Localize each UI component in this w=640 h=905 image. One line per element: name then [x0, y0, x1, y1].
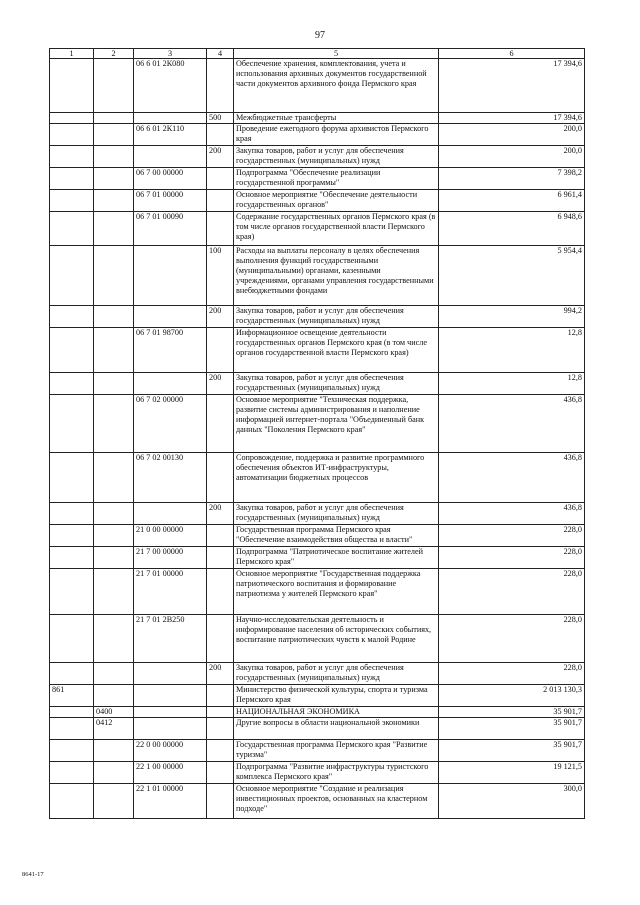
cell-amount: 5 954,4 [439, 246, 585, 306]
cell-admin-code [50, 168, 94, 190]
cell-admin-code [50, 212, 94, 246]
cell-section-code [94, 453, 134, 503]
cell-amount: 35 901,7 [439, 707, 585, 718]
cell-description: Сопровождение, поддержка и развитие программного обеспечения объектов ИТ-инфраструктуры, автоматизации бюджетных процессов [234, 453, 439, 503]
cell-expense-type: 200 [207, 373, 234, 395]
cell-section-code [94, 190, 134, 212]
cell-description: Основное мероприятие "Обеспечение деятельности государственных органов" [234, 190, 439, 212]
cell-target-article: 06 7 01 00090 [134, 212, 207, 246]
cell-amount: 200,0 [439, 146, 585, 168]
table-row [50, 212, 585, 246]
cell-description: Подпрограмма "Патриотическое воспитание жителей Пермского края" [234, 547, 439, 569]
table-row [50, 168, 585, 190]
cell-expense-type: 100 [207, 246, 234, 306]
cell-section-code [94, 328, 134, 373]
cell-admin-code [50, 525, 94, 547]
cell-amount: 12,8 [439, 373, 585, 395]
cell-section-code: 0412 [94, 718, 134, 740]
cell-amount: 17 394,6 [439, 59, 585, 113]
cell-target-article: 06 6 01 2К080 [134, 59, 207, 113]
cell-section-code [94, 146, 134, 168]
cell-section-code [94, 395, 134, 453]
cell-expense-type [207, 615, 234, 663]
table-row [50, 306, 585, 328]
cell-admin-code [50, 503, 94, 525]
cell-expense-type [207, 328, 234, 373]
cell-description: Другие вопросы в области национальной экономики [234, 718, 439, 740]
cell-expense-type [207, 212, 234, 246]
cell-description: Закупка товаров, работ и услуг для обеспечения государственных (муниципальных) нужд [234, 373, 439, 395]
table-row [50, 707, 585, 718]
cell-target-article: 22 0 00 00000 [134, 740, 207, 762]
table-row [50, 59, 585, 113]
cell-target-article: 21 7 00 00000 [134, 547, 207, 569]
cell-description: Информационное освещение деятельности государственных органов Пермского края (в том числе органов государственной власти Пермского края) [234, 328, 439, 373]
cell-expense-type [207, 59, 234, 113]
cell-section-code [94, 168, 134, 190]
cell-admin-code: 861 [50, 685, 94, 707]
cell-target-article: 06 7 02 00000 [134, 395, 207, 453]
cell-description: Межбюджетные трансферты [234, 113, 439, 124]
cell-description: Основное мероприятие "Создание и реализация инвестиционных проектов, основанных на кластерном подходе" [234, 784, 439, 819]
cell-target-article [134, 113, 207, 124]
cell-target-article [134, 663, 207, 685]
cell-expense-type [207, 525, 234, 547]
cell-description: Расходы на выплаты персоналу в целях обеспечения выполнения функций государственными (муниципальными) органами, казенными учреждениями, органами управления государственными внебюджетными фондами [234, 246, 439, 306]
table-row [50, 718, 585, 740]
cell-target-article: 21 0 00 00000 [134, 525, 207, 547]
cell-section-code [94, 615, 134, 663]
cell-amount: 7 398,2 [439, 168, 585, 190]
cell-amount: 17 394,6 [439, 113, 585, 124]
cell-description: Министерство физической культуры, спорта и туризма Пермского края [234, 685, 439, 707]
cell-admin-code [50, 762, 94, 784]
cell-expense-type: 200 [207, 663, 234, 685]
table-row [50, 615, 585, 663]
cell-admin-code [50, 190, 94, 212]
table-row [50, 525, 585, 547]
cell-section-code [94, 246, 134, 306]
table-row [50, 784, 585, 819]
cell-target-article [134, 306, 207, 328]
cell-target-article [134, 146, 207, 168]
table-row [50, 685, 585, 707]
cell-description: Проведение ежегодного форума архивистов Пермского края [234, 124, 439, 146]
table-row [50, 190, 585, 212]
cell-section-code [94, 663, 134, 685]
table-row [50, 663, 585, 685]
table-row [50, 547, 585, 569]
cell-expense-type [207, 547, 234, 569]
table-row [50, 453, 585, 503]
cell-section-code: 0400 [94, 707, 134, 718]
cell-section-code [94, 212, 134, 246]
cell-amount: 994,2 [439, 306, 585, 328]
table-row [50, 328, 585, 373]
cell-expense-type: 200 [207, 306, 234, 328]
cell-description: Государственная программа Пермского края "Развитие туризма" [234, 740, 439, 762]
cell-section-code [94, 740, 134, 762]
cell-expense-type [207, 762, 234, 784]
cell-amount: 6 948,6 [439, 212, 585, 246]
cell-admin-code [50, 547, 94, 569]
cell-expense-type [207, 190, 234, 212]
cell-description: Закупка товаров, работ и услуг для обеспечения государственных (муниципальных) нужд [234, 663, 439, 685]
table-header-row [50, 49, 585, 59]
cell-section-code [94, 373, 134, 395]
cell-admin-code [50, 615, 94, 663]
cell-section-code [94, 306, 134, 328]
cell-description: Подпрограмма "Обеспечение реализации государственной программы" [234, 168, 439, 190]
cell-target-article [134, 718, 207, 740]
page-number: 97 [315, 30, 325, 41]
cell-amount: 35 901,7 [439, 718, 585, 740]
cell-description: Закупка товаров, работ и услуг для обеспечения государственных (муниципальных) нужд [234, 146, 439, 168]
cell-expense-type [207, 685, 234, 707]
table-row [50, 762, 585, 784]
cell-amount: 300,0 [439, 784, 585, 819]
cell-admin-code [50, 740, 94, 762]
cell-expense-type [207, 453, 234, 503]
header-col-1: 1 [50, 49, 94, 59]
table-row [50, 740, 585, 762]
cell-amount: 228,0 [439, 569, 585, 615]
cell-expense-type [207, 569, 234, 615]
header-col-5: 5 [234, 49, 439, 59]
cell-target-article [134, 685, 207, 707]
cell-section-code [94, 547, 134, 569]
cell-section-code [94, 569, 134, 615]
cell-expense-type [207, 395, 234, 453]
cell-amount: 436,8 [439, 503, 585, 525]
cell-amount: 436,8 [439, 395, 585, 453]
cell-amount: 35 901,7 [439, 740, 585, 762]
cell-amount: 228,0 [439, 547, 585, 569]
cell-description: Основное мероприятие "Техническая поддержка, развитие системы администрирования и наполнение информацией интернет-портала "Объединенный банк данных "Поколения Пермского края" [234, 395, 439, 453]
cell-admin-code [50, 569, 94, 615]
cell-amount: 12,8 [439, 328, 585, 373]
cell-admin-code [50, 718, 94, 740]
table-row [50, 569, 585, 615]
cell-description: Основное мероприятие "Государственная поддержка патриотического воспитания и формирование патриотизма у жителей Пермского края" [234, 569, 439, 615]
cell-admin-code [50, 113, 94, 124]
cell-description: Научно-исследовательская деятельность и информирование населения об исторических событиях, воспитание патриотических чувств к малой Родине [234, 615, 439, 663]
cell-target-article: 06 7 02 00130 [134, 453, 207, 503]
cell-admin-code [50, 124, 94, 146]
table-body [50, 59, 585, 819]
cell-amount: 228,0 [439, 663, 585, 685]
cell-admin-code [50, 246, 94, 306]
cell-target-article: 21 7 01 00000 [134, 569, 207, 615]
cell-section-code [94, 124, 134, 146]
cell-expense-type: 500 [207, 113, 234, 124]
table-row [50, 395, 585, 453]
cell-amount: 6 961,4 [439, 190, 585, 212]
cell-description: Закупка товаров, работ и услуг для обеспечения государственных (муниципальных) нужд [234, 306, 439, 328]
cell-description: Государственная программа Пермского края "Обеспечение взаимодействия общества и власти" [234, 525, 439, 547]
cell-admin-code [50, 373, 94, 395]
cell-expense-type: 200 [207, 503, 234, 525]
header-col-3: 3 [134, 49, 207, 59]
cell-amount: 436,8 [439, 453, 585, 503]
cell-target-article: 06 7 01 98700 [134, 328, 207, 373]
header-col-6: 6 [439, 49, 585, 59]
cell-expense-type [207, 707, 234, 718]
cell-admin-code [50, 784, 94, 819]
cell-expense-type [207, 740, 234, 762]
cell-amount: 228,0 [439, 615, 585, 663]
cell-target-article: 06 7 00 00000 [134, 168, 207, 190]
cell-target-article [134, 246, 207, 306]
cell-admin-code [50, 453, 94, 503]
cell-section-code [94, 525, 134, 547]
cell-target-article: 06 6 01 2К110 [134, 124, 207, 146]
cell-expense-type [207, 718, 234, 740]
table-row [50, 503, 585, 525]
cell-section-code [94, 685, 134, 707]
cell-description: Обеспечение хранения, комплектования, учета и использования архивных документов государственной части документов архивного фонда Пермского края [234, 59, 439, 113]
cell-amount: 200,0 [439, 124, 585, 146]
cell-description: Закупка товаров, работ и услуг для обеспечения государственных (муниципальных) нужд [234, 503, 439, 525]
cell-description: Подпрограмма "Развитие инфраструктуры туристского комплекса Пермского края" [234, 762, 439, 784]
header-col-4: 4 [207, 49, 234, 59]
cell-description: Содержание государственных органов Пермского края (в том числе органов государственной власти Пермского края) [234, 212, 439, 246]
cell-section-code [94, 503, 134, 525]
cell-admin-code [50, 663, 94, 685]
cell-target-article [134, 503, 207, 525]
cell-section-code [94, 762, 134, 784]
table-row [50, 373, 585, 395]
cell-expense-type [207, 168, 234, 190]
cell-admin-code [50, 395, 94, 453]
budget-table [49, 48, 585, 819]
cell-target-article: 21 7 01 2В250 [134, 615, 207, 663]
document-code: 8641-17 [22, 871, 44, 878]
cell-target-article: 22 1 00 00000 [134, 762, 207, 784]
cell-target-article [134, 373, 207, 395]
cell-admin-code [50, 306, 94, 328]
cell-expense-type [207, 124, 234, 146]
table-row [50, 124, 585, 146]
cell-admin-code [50, 707, 94, 718]
cell-section-code [94, 59, 134, 113]
cell-amount: 19 121,5 [439, 762, 585, 784]
table-row [50, 113, 585, 124]
cell-target-article: 22 1 01 00000 [134, 784, 207, 819]
table-row [50, 146, 585, 168]
cell-section-code [94, 113, 134, 124]
cell-expense-type [207, 784, 234, 819]
cell-amount: 2 013 130,3 [439, 685, 585, 707]
cell-target-article [134, 707, 207, 718]
cell-admin-code [50, 59, 94, 113]
table-row [50, 246, 585, 306]
cell-section-code [94, 784, 134, 819]
cell-amount: 228,0 [439, 525, 585, 547]
cell-admin-code [50, 146, 94, 168]
header-col-2: 2 [94, 49, 134, 59]
cell-description: НАЦИОНАЛЬНАЯ ЭКОНОМИКА [234, 707, 439, 718]
cell-target-article: 06 7 01 00000 [134, 190, 207, 212]
cell-admin-code [50, 328, 94, 373]
cell-expense-type: 200 [207, 146, 234, 168]
